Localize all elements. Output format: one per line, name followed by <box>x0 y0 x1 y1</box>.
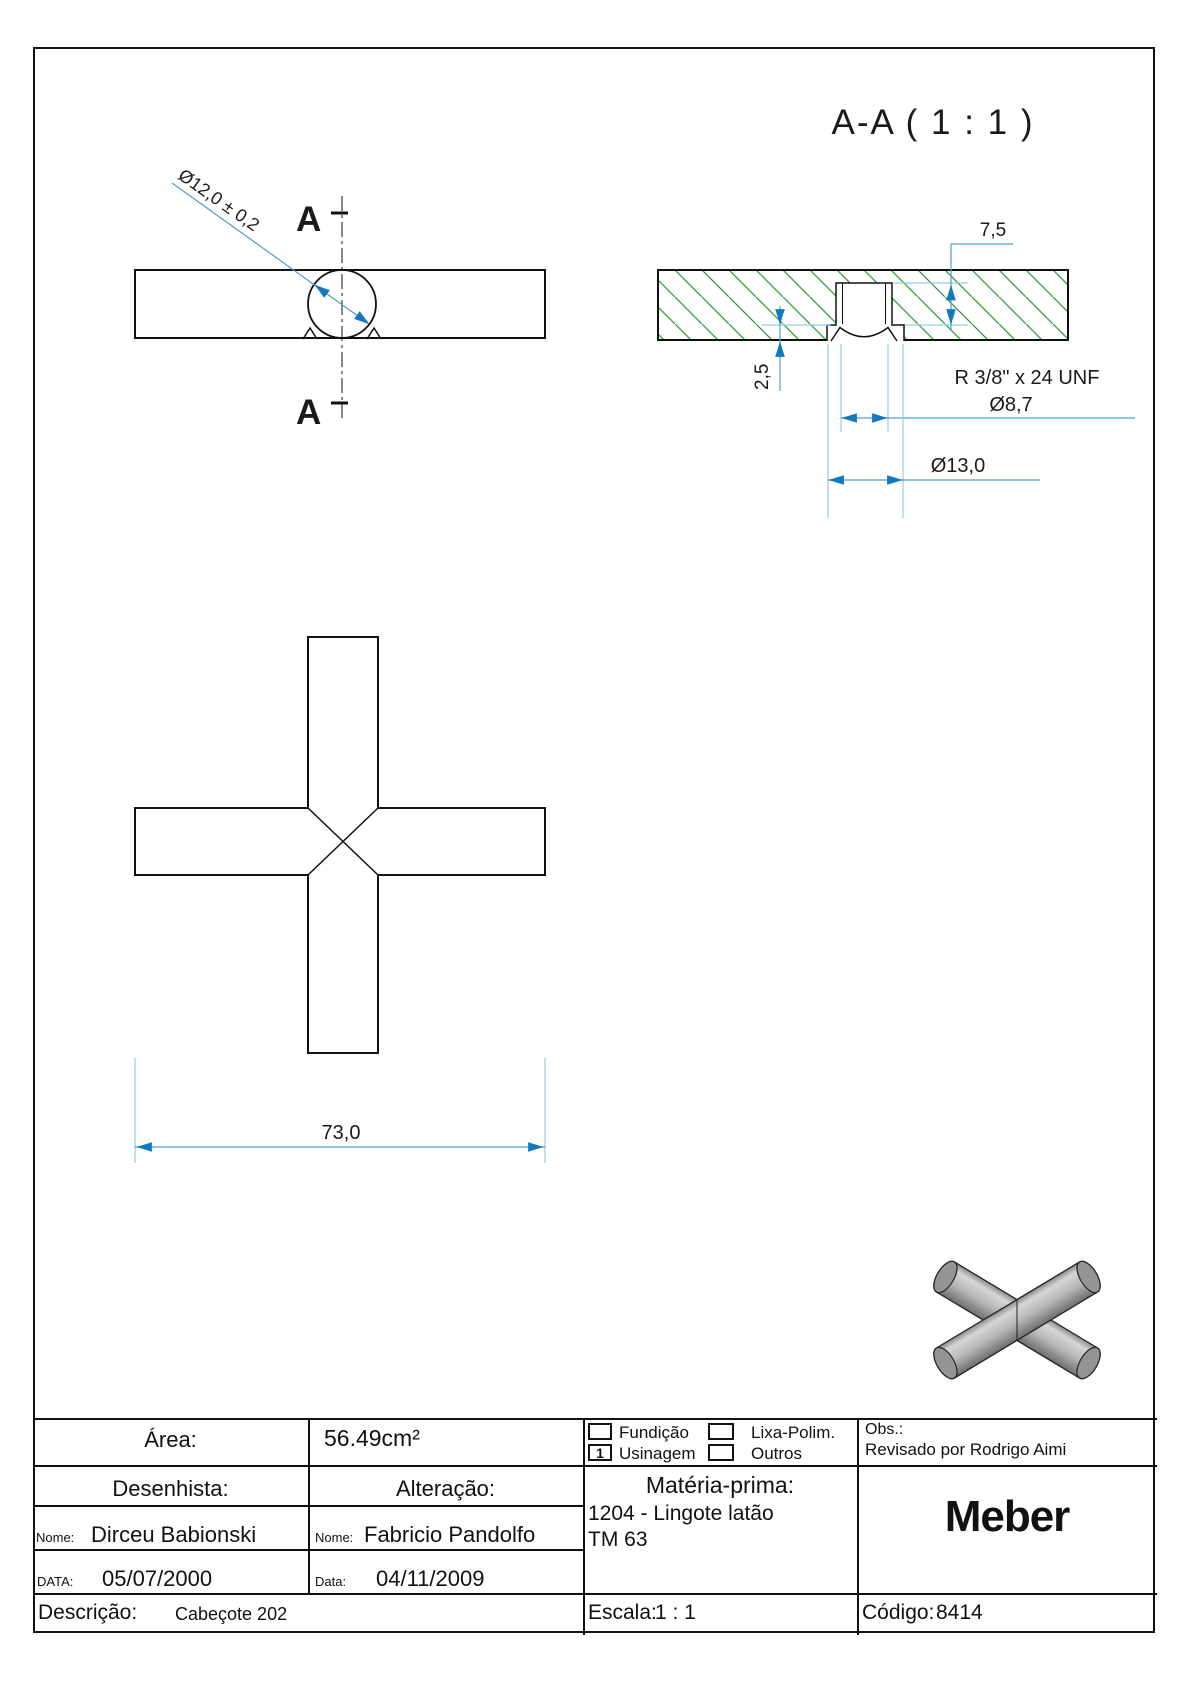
alteracao-nome-label: Nome: <box>315 1530 354 1545</box>
side-bar-outline <box>135 270 545 338</box>
descricao-label: Descrição: <box>38 1601 138 1624</box>
desenhista-data-label: DATA: <box>37 1574 74 1589</box>
section-view <box>595 195 1160 535</box>
dim-8-7-text: Ø8,7 <box>989 394 1033 416</box>
titleblock-line-row4 <box>33 1593 1157 1595</box>
front-view <box>120 625 570 1180</box>
dim-13-text: Ø13,0 <box>930 455 986 477</box>
hole-diameter-dim: Ø12,0 ± 0,2 <box>174 164 264 236</box>
dim-7-5-text: 7,5 <box>979 220 1007 241</box>
section-view-title: A-A ( 1 : 1 ) <box>831 103 1035 142</box>
materia-prima-line2: TM 63 <box>588 1528 648 1551</box>
escala-value: 1 : 1 <box>655 1601 696 1624</box>
dim-73-text: 73,0 <box>321 1122 361 1144</box>
dim-2-5-text: 2,5 <box>752 363 773 390</box>
alteracao-nome-value: Fabricio Pandolfo <box>364 1522 536 1547</box>
alteracao-data-label: Data: <box>315 1574 347 1589</box>
descricao-value: Cabeçote 202 <box>175 1604 288 1624</box>
lixa-polim-label: Lixa-Polim. <box>751 1423 836 1442</box>
escala-label: Escala: <box>588 1601 657 1624</box>
thread-spec-text: R 3/8" x 24 UNF <box>954 367 1100 389</box>
titleblock-line-top <box>33 1418 1157 1420</box>
company-logo: Meber <box>944 1492 1070 1541</box>
usinagem-checkbox[interactable]: 1 <box>588 1444 612 1461</box>
desenhista-header: Desenhista: <box>112 1476 229 1501</box>
titleblock-col-2 <box>583 1418 585 1635</box>
materia-prima-line1: 1204 - Lingote latão <box>588 1502 774 1525</box>
obs-value: Revisado por Rodrigo Aimi <box>865 1440 1067 1459</box>
outros-label: Outros <box>751 1444 803 1463</box>
alteracao-data-value: 04/11/2009 <box>376 1566 485 1591</box>
desenhista-nome-value: Dirceu Babionski <box>91 1522 257 1547</box>
fundicao-label: Fundição <box>619 1423 689 1442</box>
fundicao-checkbox[interactable] <box>588 1423 612 1440</box>
titleblock-col-1 <box>308 1418 310 1595</box>
codigo-value: 8414 <box>936 1601 983 1624</box>
side-view <box>110 150 580 440</box>
obs-label: Obs.: <box>865 1421 904 1438</box>
area-value: 56.49cm² <box>324 1425 420 1451</box>
desenhista-data-value: 05/07/2000 <box>102 1566 213 1591</box>
area-label: Área: <box>144 1427 197 1452</box>
desenhista-nome-label: Nome: <box>36 1530 75 1545</box>
lixa-polim-checkbox[interactable] <box>708 1423 734 1440</box>
section-marker-top: A <box>296 200 322 239</box>
alteracao-header: Alteração: <box>395 1476 496 1501</box>
codigo-label: Código: <box>862 1601 935 1624</box>
threaded-hole-clear <box>836 283 892 325</box>
outros-checkbox[interactable] <box>708 1444 734 1461</box>
isometric-view <box>905 1185 1145 1410</box>
section-marker-bottom: A <box>296 393 322 432</box>
titleblock-line-row1 <box>33 1465 1157 1467</box>
usinagem-label: Usinagem <box>619 1444 696 1463</box>
materia-prima-label: Matéria-prima: <box>645 1472 795 1498</box>
